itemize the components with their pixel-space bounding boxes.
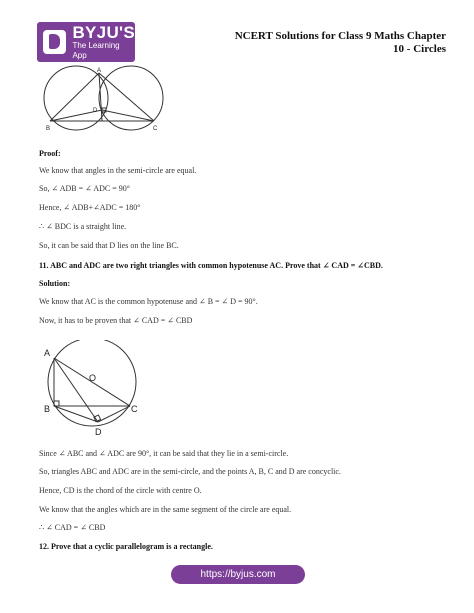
footer-url-link[interactable]: https://byjus.com bbox=[171, 565, 305, 584]
solution-line-2: Now, it has to be proven that ∠ CAD = ∠ CBD bbox=[39, 316, 193, 325]
label-o: O bbox=[89, 373, 97, 383]
label-d: D bbox=[93, 108, 98, 114]
question-11: 11. ABC and ADC are two right triangles with common hypotenuse AC. Prove that ∠ CAD = ∠CBD. bbox=[39, 261, 383, 270]
page-title: NCERT Solutions for Class 9 Maths Chapter 10 - Circles bbox=[234, 30, 446, 55]
solution-line-3: Since ∠ ABC and ∠ ADC are 90°, it can be said that they lie in a semi-circle. bbox=[39, 449, 289, 458]
figure-intersecting-circles bbox=[40, 64, 175, 136]
label-a: A bbox=[44, 348, 51, 358]
solution-line-7: ∴ ∠ CAD = ∠ CBD bbox=[39, 523, 106, 532]
proof-line-4: ∴ ∠ BDC is a straight line. bbox=[39, 222, 127, 231]
brand-name: BYJU'S bbox=[72, 22, 135, 42]
label-d: D bbox=[95, 427, 102, 437]
segment-bd bbox=[54, 406, 98, 422]
solution-line-6: We know that the angles which are in the same segment of the circle are equal. bbox=[39, 505, 292, 514]
proof-line-5: So, it can be said that D lies on the line BC. bbox=[39, 241, 179, 250]
label-b: B bbox=[44, 404, 51, 414]
label-b: B bbox=[46, 126, 51, 132]
label-c: C bbox=[131, 404, 138, 414]
proof-line-1: We know that angles in the semi-circle are equal. bbox=[39, 166, 197, 175]
label-a: A bbox=[97, 68, 102, 74]
brand-tagline: The Learning App bbox=[72, 40, 120, 60]
solution-line-4: So, triangles ABC and ADC are in the semi-circle, and the points A, B, C and D are concyclic. bbox=[39, 467, 341, 476]
proof-line-2: So, ∠ ADB = ∠ ADC = 90° bbox=[39, 184, 130, 193]
segment-cd bbox=[102, 110, 154, 121]
segment-ac bbox=[99, 73, 154, 121]
solution-heading: Solution: bbox=[39, 279, 71, 288]
solution-line-1: We know that AC is the common hypotenuse and ∠ B = ∠ D = 90°. bbox=[39, 297, 258, 306]
question-12: 12. Prove that a cyclic parallelogram is a rectangle. bbox=[39, 542, 213, 551]
figure-right-triangles-in-circle bbox=[40, 340, 150, 440]
proof-heading: Proof: bbox=[39, 149, 61, 158]
segment-ab bbox=[50, 73, 99, 121]
label-c: C bbox=[153, 126, 158, 132]
solution-line-5: Hence, CD is the chord of the circle with centre O. bbox=[39, 486, 202, 495]
byjus-logo bbox=[37, 22, 135, 62]
byjus-logo-icon bbox=[43, 30, 66, 54]
proof-line-3: Hence, ∠ ADB+∠ADC = 180° bbox=[39, 203, 141, 212]
